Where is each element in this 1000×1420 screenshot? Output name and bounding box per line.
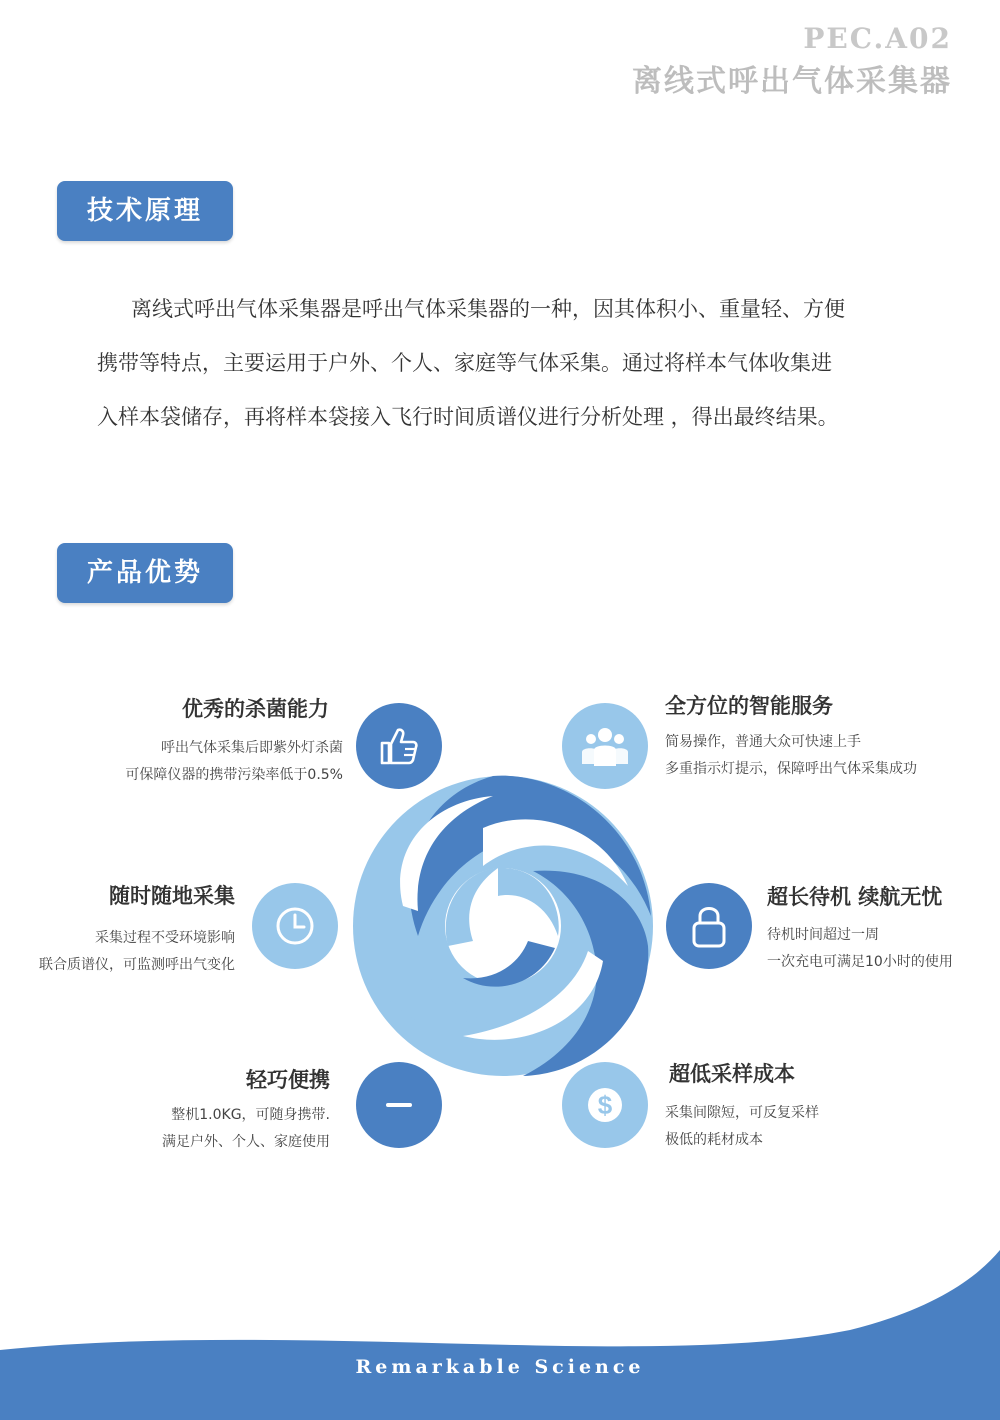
feature-description: 待机时间超过一周 一次充电可满足10小时的使用 — [767, 927, 953, 970]
people-icon — [562, 703, 648, 789]
swirl-graphic — [352, 775, 654, 1077]
feature-description: 简易操作，普通大众可快速上手 多重指示灯提示，保障呼出气体采集成功 — [665, 734, 917, 777]
feature-title: 超低采样成本 — [669, 1062, 795, 1086]
feature-title: 超长待机 续航无忧 — [767, 885, 943, 909]
product-title: 离线式呼出气体采集器 — [632, 64, 952, 99]
feature-description: 采集过程不受环境影响 联合质谱仪，可监测呼出气变化 — [39, 930, 235, 973]
svg-text:$: $ — [597, 1090, 613, 1120]
clock-icon — [252, 883, 338, 969]
product-code: PEC.A02 — [803, 22, 952, 55]
principle-line-1: 离线式呼出气体采集器是呼出气体采集器的一种，因其体积小、重量轻、方便 — [131, 297, 845, 321]
section-label-advantages: 产品优势 — [57, 543, 233, 603]
principle-paragraph — [97, 282, 897, 444]
feature-title: 轻巧便携 — [246, 1068, 330, 1092]
footer-wave — [0, 1250, 1000, 1420]
principle-line-2: 携带等特点，主要运用于户外、个人、家庭等气体采集。通过将样本气体收集进 — [97, 351, 832, 375]
feature-title: 优秀的杀菌能力 — [182, 697, 329, 721]
feature-title: 随时随地采集 — [109, 884, 235, 908]
minus-icon — [356, 1062, 442, 1148]
dollar-icon — [562, 1062, 648, 1148]
feature-description: 整机1.0KG，可随身携带. 满足户外、个人、家庭使用 — [162, 1107, 330, 1150]
principle-line-3: 入样本袋储存，再将样本袋接入飞行时间质谱仪进行分析处理 ，得出最终结果。 — [97, 405, 839, 429]
footer-slogan: Remarkable Science — [355, 1356, 645, 1378]
feature-title: 全方位的智能服务 — [665, 694, 833, 718]
feature-description: 呼出气体采集后即紫外灯杀菌 可保障仪器的携带污染率低于0.5% — [125, 740, 343, 783]
section-label-principle: 技术原理 — [57, 181, 233, 241]
lock-icon — [666, 883, 752, 969]
thumbs-up-icon — [356, 703, 442, 789]
feature-description: 采集间隙短，可反复采样 极低的耗材成本 — [665, 1105, 819, 1148]
